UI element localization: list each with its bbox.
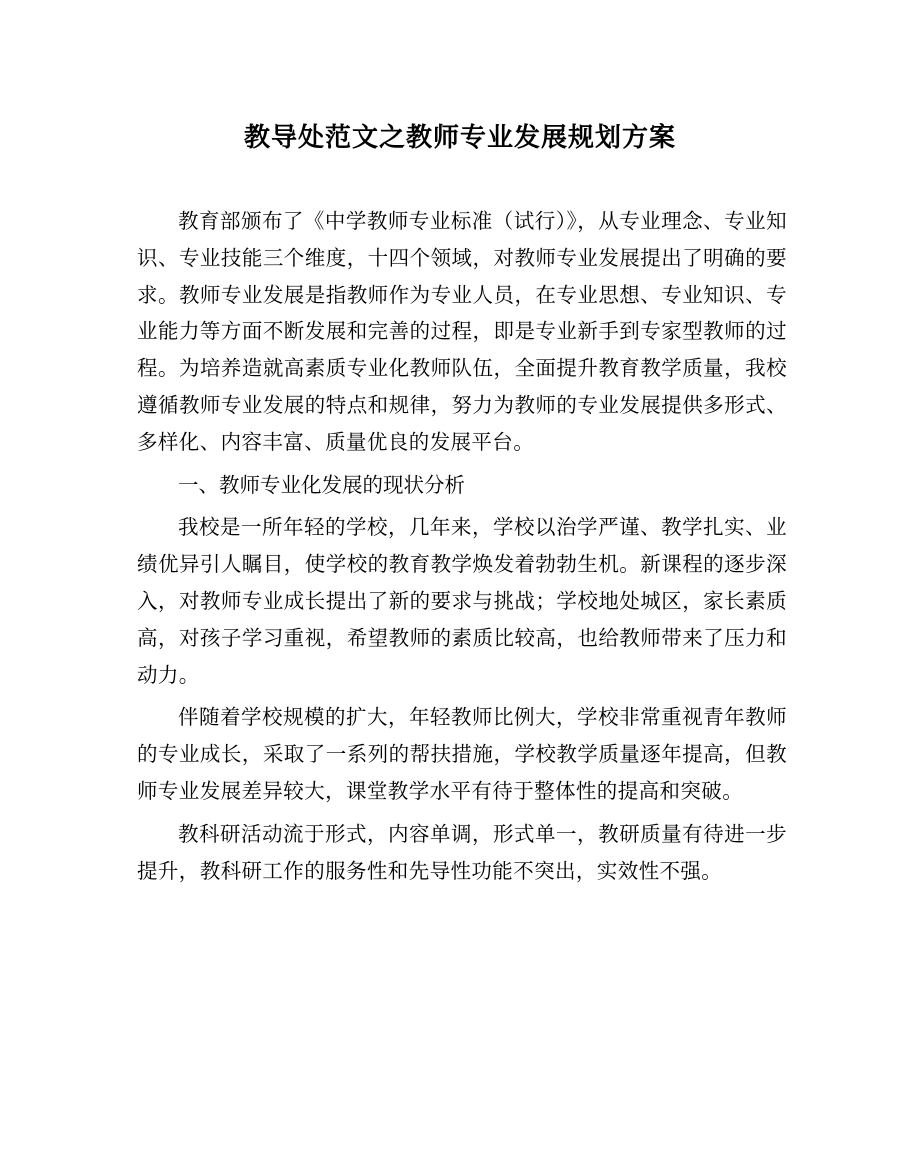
section-heading-1: 一、教师专业化发展的现状分析 bbox=[178, 472, 465, 497]
paragraph-school-status: 我校是一所年轻的学校，几年来，学校以治学严谨、教学扎实、业绩优异引人瞩目，使学校的教育教学焕发着勃勃生机。新课程的逐步深入，对教师专业成长提出了新的要求与挑战；学校地处城区，家长素质高，对孩子学习重视，希望教师的素质比较高，也给教师带来了压力和动力。 bbox=[137, 515, 787, 687]
document-title: 教导处范文之教师专业发展规划方案 bbox=[243, 123, 676, 153]
paragraph-young-teachers: 伴随着学校规模的扩大，年轻教师比例大，学校非常重视青年教师的专业成长，采取了一系列的帮扶措施，学校教学质量逐年提高，但教师专业发展差异较大，课堂教学水平有待于整体性的提高和突破。 bbox=[137, 705, 787, 803]
paragraph-research-activities: 教科研活动流于形式，内容单调，形式单一，教研质量有待进一步提升，教科研工作的服务性和先导性功能不突出，实效性不强。 bbox=[137, 821, 787, 883]
paragraph-intro: 教育部颁布了《中学教师专业标准（试行）》，从专业理念、专业知识、专业技能三个维度，十四个领域，对教师专业发展提出了明确的要求。教师专业发展是指教师作为专业人员，在专业思想、专业知识、专业能力等方面不断发展和完善的过程，即是专业新手到专家型教师的过程。为培养造就高素质专业化教师队伍，全面提升教育教学质量，我校遵循教师专业发展的特点和规律，努力为教师的专业发展提供多形式、多样化、内容丰富、质量优良的发展平台。 bbox=[137, 209, 787, 454]
document-body bbox=[137, 203, 787, 889]
